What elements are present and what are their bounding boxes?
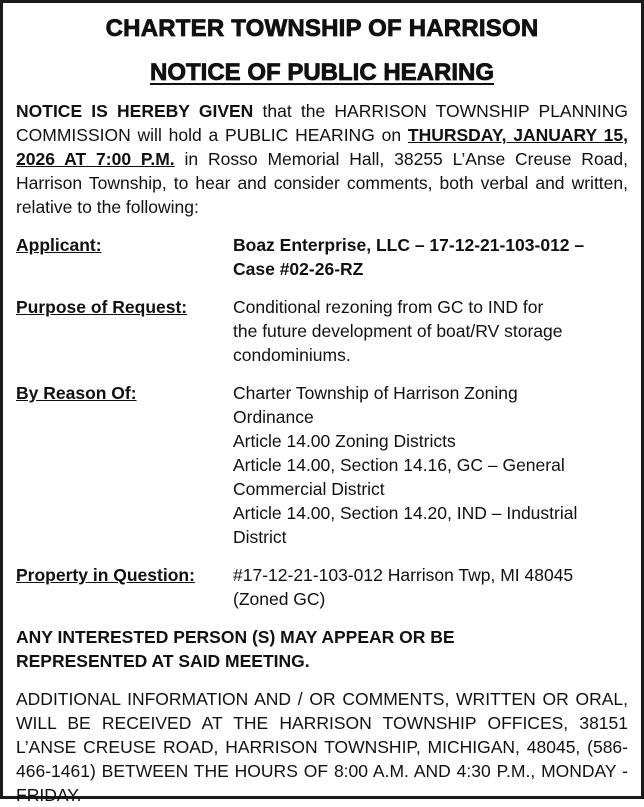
purpose-line: Conditional rezoning from GC to IND for (233, 297, 544, 317)
reason-value (233, 381, 628, 549)
purpose-line: condominiums. (233, 345, 351, 365)
reason-line: Article 14.00, Section 14.16, GC – General (233, 455, 565, 475)
applicant-line: Case #02-26-RZ (233, 259, 364, 279)
property-label: Property in Question: (16, 565, 195, 585)
reason-line: Commercial District (233, 479, 385, 499)
reason-label: By Reason Of: (16, 383, 137, 403)
property-row (16, 563, 628, 611)
notice-subtitle: NOTICE OF PUBLIC HEARING (149, 59, 494, 86)
intro-text-2: in Rosso Memorial Hall, 38255 L’Anse Creuse Road, Harrison Township, to hear and consider comments, both verbal and written, relative to the following: (16, 149, 629, 217)
purpose-row (16, 295, 628, 367)
applicant-row (16, 233, 628, 281)
applicant-value (233, 233, 628, 281)
reason-line: Article 14.00, Section 14.20, IND – Industrial (233, 503, 578, 523)
intro-paragraph (16, 99, 628, 219)
applicant-label: Applicant: (16, 235, 102, 255)
intro-text-1: that the HARRISON TOWNSHIP PLANNING COMMISSION will hold a PUBLIC HEARING on (16, 101, 628, 145)
hearing-date: THURSDAY, JANUARY 15, 2026 AT 7:00 P.M. (16, 125, 628, 169)
reason-line: Charter Township of Harrison Zoning (233, 383, 518, 403)
purpose-label: Purpose of Request: (16, 297, 188, 317)
reason-row (16, 381, 628, 549)
reason-line: Article 14.00 Zoning Districts (233, 431, 456, 451)
applicant-line: Boaz Enterprise, LLC – 17-12-21-103-012 – (233, 235, 585, 255)
property-value (233, 563, 628, 611)
purpose-line: the future development of boat/RV storage (233, 321, 563, 341)
notice-title: CHARTER TOWNSHIP OF HARRISON (105, 15, 539, 42)
appearance-statement: ANY INTERESTED PERSON (S) MAY APPEAR OR BE REPRESENTED AT SAID MEETING. (16, 627, 455, 671)
property-line: (Zoned GC) (233, 589, 326, 609)
additional-information: ADDITIONAL INFORMATION AND / OR COMMENTS, WRITTEN OR ORAL, WILL BE RECEIVED AT THE HARRISON TOWNSHIP OFFICES, 38151 L’ANSE CREUSE ROAD, HARRISON TOWNSHIP, MICHIGAN, 48045, (586-466-1461) BETWEEN THE HOURS OF 8:00 A.M. AND 4:30 P.M., MONDAY - FRIDAY. (16, 689, 628, 805)
reason-line: Ordinance (233, 407, 314, 427)
property-line: #17-12-21-103-012 Harrison Twp, MI 48045 (233, 565, 574, 585)
reason-line: District (233, 527, 287, 547)
intro-lead: NOTICE IS HEREBY GIVEN (16, 101, 254, 121)
purpose-value (233, 295, 628, 367)
